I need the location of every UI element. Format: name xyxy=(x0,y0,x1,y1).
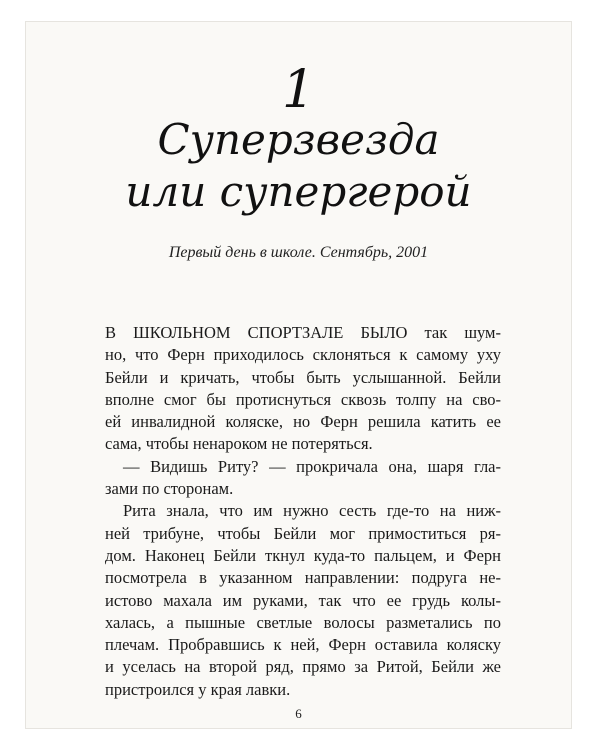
text-line: вполне смог бы протиснуться сквозь толпу на сво- xyxy=(105,389,501,409)
body-text xyxy=(105,322,501,701)
text-line: посмотрела в указанном направлении: подруга не- xyxy=(105,568,501,588)
text-line: — Видишь Риту? — прокричала она, шаря гла- xyxy=(123,456,501,476)
chapter-title-line-1: Суперзвезда xyxy=(157,115,440,164)
text-line: ней трибуне, чтобы Бейли мог примоститься ря- xyxy=(105,523,501,543)
page-number: 6 xyxy=(295,706,302,721)
text-line: халась, а пышные светлые волосы разметались по xyxy=(105,612,501,632)
text-line: Бейли и кричать, чтобы быть услышанной. Бейли xyxy=(105,367,501,387)
chapter-epigraph: Первый день в школе. Сентябрь, 2001 xyxy=(168,244,429,261)
text-line: дом. Наконец Бейли ткнул куда-то пальцем, и Ферн xyxy=(105,545,501,565)
text-line: ей инвалидной коляске, но Ферн решила катить ее xyxy=(105,412,501,432)
chapter-title-line-2: или супергерой xyxy=(125,167,472,216)
chapter-title xyxy=(26,114,571,218)
text-line: Рита знала, что им нужно сесть где-то на ниж- xyxy=(123,501,501,521)
text-line: сама, чтобы ненароком не потеряться. xyxy=(105,434,373,454)
chapter-number: 1 xyxy=(281,60,316,120)
book-page xyxy=(26,22,571,728)
text-line: пристроился у края лавки. xyxy=(105,679,291,699)
text-line: В ШКОЛЬНОМ СПОРТЗАЛЕ БЫЛО так шум- xyxy=(105,323,501,342)
text-line: но, что Ферн приходилось склоняться к самому уху xyxy=(105,345,501,365)
text-line: истово махала им руками, так что ее грудь колы- xyxy=(105,590,501,610)
text-line: плечам. Пробравшись к ней, Ферн оставила коляску xyxy=(105,635,501,655)
text-line: и уселась на второй ряд, прямо за Ритой, Бейли же xyxy=(105,657,501,677)
text-line: зами по сторонам. xyxy=(105,479,234,499)
